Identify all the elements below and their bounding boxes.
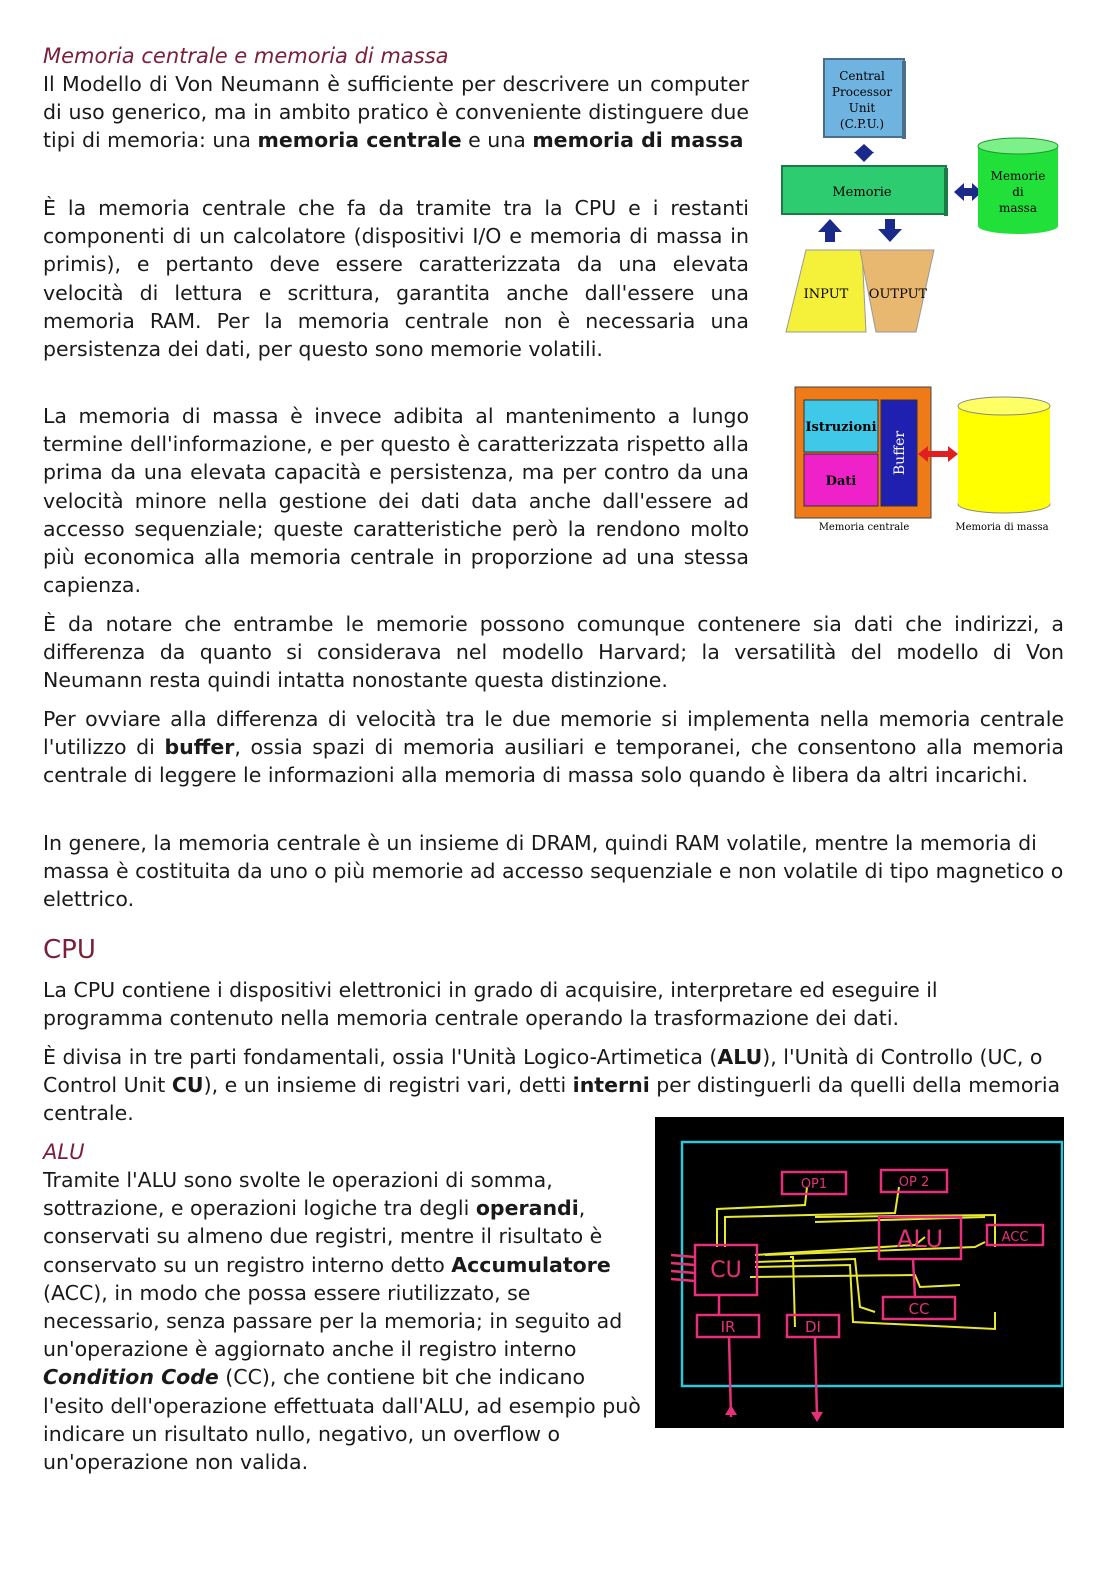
- paragraph-memoria-centrale: È la memoria centrale che fa da tramite tra la CPU e i restanti componenti di un calcolatore (dispositivi I/O e memoria di massa in primis), e pertanto deve essere caratterizzata da una elevata velocità di lettura e scrittura, garantita anche dall'essere una memoria RAM. Per la memoria centrale non è necessaria una persistenza dei dati, per questo sono memorie volatili.: [43, 196, 749, 362]
- section-heading-memoria: Memoria centrale e memoria di massa: [43, 44, 449, 68]
- mass-label-3: massa: [998, 201, 1038, 215]
- paragraph-memoria-massa: La memoria di massa è invece adibita al mantenimento a lungo termine dell'informazione, e per questo è caratterizzata rispetto alla prima da una elevata capacità e persistenza, ma per contro da una velocità minore nella gestione dei dati data anche dall'essere ad accesso sequenziale; queste caratteristiche però la rendono molto più economica alla memoria centrale in proporzione ad una stessa capienza.: [43, 404, 749, 598]
- paragraph-buffer: Per ovviare alla differenza di velocità tra le due memorie si implementa nella memoria centrale l'utilizzo di buffer, ossia spazi di memoria ausiliari e temporanei, che consentono alla memoria centrale di leggere le informazioni alla memoria di massa solo quando è libera da altri incarichi.: [43, 707, 1064, 788]
- central-memory-caption: Memoria centrale: [818, 522, 910, 533]
- mass-label-2: di: [1012, 185, 1024, 199]
- cpu-label-4: (C.P.U.): [839, 117, 885, 131]
- input-arrow-icon: [818, 219, 842, 242]
- cpu-label-1: Central: [839, 69, 885, 83]
- alu-label: ALU: [896, 1225, 944, 1253]
- cc-label: CC: [908, 1300, 930, 1318]
- input-label: INPUT: [803, 287, 849, 302]
- subsection-heading-alu: ALU: [43, 1140, 85, 1164]
- section-heading-cpu: CPU: [43, 935, 96, 965]
- memory-label: Memorie: [832, 185, 892, 200]
- ir-label: IR: [720, 1318, 736, 1336]
- data-label: Dati: [825, 474, 857, 489]
- paragraph-dram: In genere, la memoria centrale è un insieme di DRAM, quindi RAM volatile, mentre la memoria di massa è costituita da uno o più memorie ad accesso sequenziale e non volatile di tipo magnetico o elettrico.: [43, 831, 1064, 912]
- instructions-label: Istruzioni: [805, 420, 877, 435]
- cpu-label-3: Unit: [848, 101, 876, 115]
- op1-label: OP1: [800, 1177, 828, 1192]
- buffer-diagram: [790, 384, 1060, 534]
- cu-label: CU: [710, 1258, 742, 1283]
- output-arrow-icon: [878, 219, 902, 242]
- mass-label-1: Memorie: [990, 169, 1046, 183]
- paragraph-cpu-parts: È divisa in tre parti fondamentali, ossia l'Unità Logico-Artimetica (ALU), l'Unità di Controllo (UC, o Control Unit CU), e un insieme di registri vari, detti interni per distinguerli da quelli della memoria centrale.: [43, 1045, 1061, 1126]
- cpu-label-2: Processor: [831, 85, 893, 99]
- memory-mass-arrow: [954, 183, 982, 201]
- di-label: DI: [805, 1318, 821, 1336]
- acc-label: ACC: [1001, 1230, 1029, 1245]
- memory-architecture-diagram: [778, 54, 1068, 344]
- op2-label: OP 2: [898, 1175, 930, 1190]
- paragraph-harvard: È da notare che entrambe le memorie possono comunque contenere sia dati che indirizzi, a differenza da quanto si considerava nel modello Harvard; la versatilità del modello di Von Neumann resta quindi intatta nonostante questa distinzione.: [43, 612, 1064, 693]
- paragraph-cpu-intro: La CPU contiene i dispositivi elettronici in grado di acquisire, interpretare ed eseguire il programma contenuto nella memoria centrale operando la trasformazione dei dati.: [43, 978, 938, 1031]
- cpu-schematic-diagram: [655, 1117, 1064, 1428]
- mass-memory-caption: Memoria di massa: [955, 522, 1049, 533]
- paragraph-alu: Tramite l'ALU sono svolte le operazioni di somma, sottrazione, e operazioni logiche tra degli operandi, conservati su almeno due registri, mentre il risultato è conservato su un registro interno detto Accumulatore (ACC), in modo che possa essere riutilizzato, se necessario, senza passare per la memoria; in seguito ad un'operazione è aggiornato anche il registro interno Condition Code (CC), che contiene bit che indicano l'esito dell'operazione effettuata dall'ALU, ad esempio può indicare un risultato nullo, negativo, un overflow o un'operazione non valida.: [43, 1168, 641, 1475]
- buffer-label: Buffer: [892, 430, 908, 476]
- output-label: OUTPUT: [868, 287, 928, 302]
- paragraph-von-neumann: Il Modello di Von Neumann è sufficiente per descrivere un computer di uso generico, ma in ambito pratico è conveniente distinguere due tipi di memoria: una memoria centrale e una memoria di massa: [43, 72, 749, 153]
